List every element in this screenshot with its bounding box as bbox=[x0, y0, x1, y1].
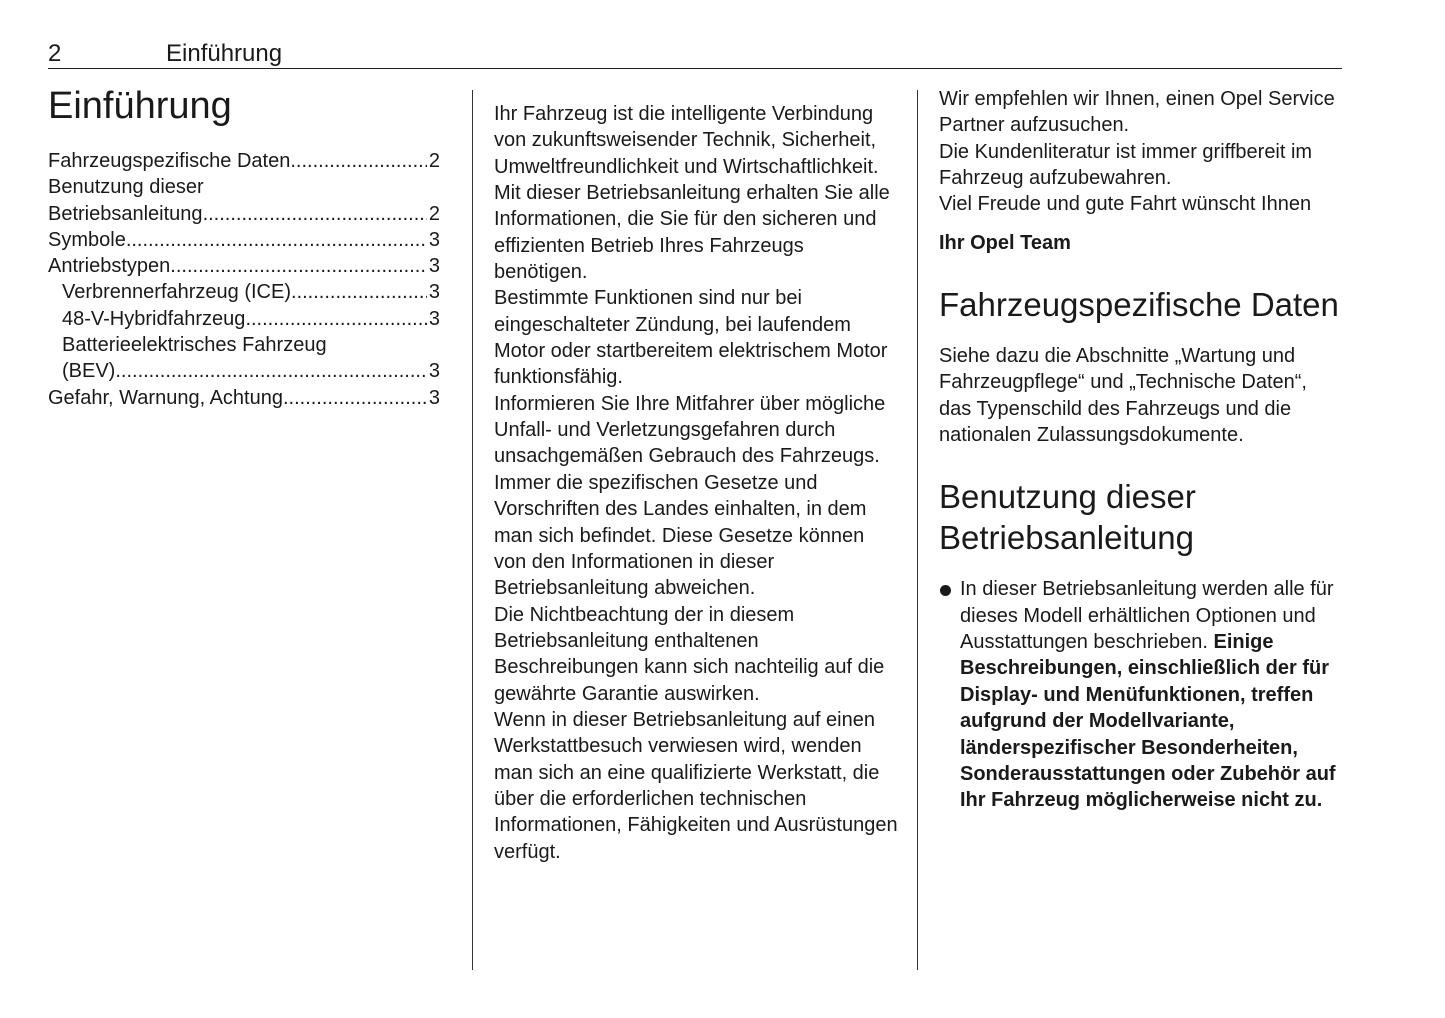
toc-subentry[interactable] bbox=[48, 279, 440, 305]
toc-entry[interactable] bbox=[48, 385, 440, 411]
intro-text bbox=[494, 86, 899, 865]
toc-entry-title: Verbrennerfahrzeug (ICE) bbox=[62, 281, 292, 304]
closing-text bbox=[939, 86, 1343, 256]
column-divider bbox=[917, 90, 918, 970]
toc-leader bbox=[283, 385, 427, 411]
toc-entry-title: (BEV) bbox=[62, 360, 116, 383]
sections-column bbox=[939, 86, 1343, 814]
toc-entry[interactable] bbox=[48, 253, 440, 279]
toc-entry-title[interactable]: Benutzung dieser bbox=[48, 176, 204, 199]
toc-page: 3 bbox=[428, 228, 440, 251]
toc-entry-title[interactable]: Batterieelektrisches Fahrzeug bbox=[62, 334, 327, 357]
toc-leader bbox=[126, 227, 427, 253]
paragraph: Immer die spezifischen Gesetze und Vorschriften des Landes einhalten, in dem man sich befindet. Diese Gesetze können von den Informationen in dieser Betriebsanleitung abweichen. bbox=[494, 471, 867, 600]
section-heading-vehicle-data: Fahrzeugspezifische Daten bbox=[939, 286, 1339, 324]
toc-leader bbox=[170, 253, 427, 279]
paragraph: Ihr Fahrzeug ist die intelligente Verbindung von zukunftsweisender Technik, Sicherheit, Umweltfreundlichkeit und Wirtschaftlichkeit. bbox=[494, 103, 879, 178]
paragraph: Mit dieser Betriebsanleitung erhalten Sie alle Informationen, die Sie für den sicheren und effizienten Betrieb Ihres Fahrzeugs benötigen. bbox=[494, 182, 890, 284]
toc-subentry[interactable] bbox=[48, 306, 440, 332]
paragraph: Die Kundenliteratur ist immer griffbereit im Fahrzeug aufzubewahren. bbox=[939, 140, 1313, 190]
toc-entry[interactable] bbox=[48, 148, 440, 174]
bullet-icon bbox=[940, 585, 951, 596]
toc-page: 3 bbox=[428, 360, 440, 383]
paragraph: Bestimmte Funktionen sind nur bei eingeschalteter Zündung, bei laufendem Motor oder startbereitem elektrischem Motor funktionsfähig. bbox=[494, 287, 888, 389]
paragraph: Wir empfehlen wir Ihnen, einen Opel Service Partner aufzusuchen. bbox=[939, 88, 1335, 137]
toc-entry-title: Gefahr, Warnung, Achtung bbox=[48, 386, 283, 409]
bullet-text-bold: Einige Beschreibungen, einschließlich der für Display- und Menüfunktionen, treffen aufgrund der Modellvariante, länderspezifischer Besonderheiten, Sonderausstattungen oder Zubehör auf Ihr Fahrzeug möglicherweise nicht zu. bbox=[960, 631, 1336, 812]
toc-page: 3 bbox=[428, 281, 440, 304]
toc-leader bbox=[115, 358, 427, 384]
paragraph: Informieren Sie Ihre Mitfahrer über mögliche Unfall- und Verletzungsgefahren durch unsachgemäßen Gebrauch des Fahrzeugs. bbox=[494, 392, 886, 468]
toc-entry-title: Antriebstypen bbox=[48, 255, 171, 278]
toc-page: 3 bbox=[428, 386, 440, 409]
signature: Ihr Opel Team bbox=[939, 231, 1071, 254]
toc-entry[interactable] bbox=[48, 201, 440, 227]
toc-leader bbox=[291, 279, 427, 305]
section-heading-usage: Benutzung dieser Betriebsanleitung bbox=[939, 478, 1196, 557]
toc-page: 3 bbox=[428, 307, 440, 330]
page-number: 2 bbox=[48, 40, 62, 67]
toc-leader bbox=[290, 148, 427, 174]
toc-entry-title: 48-V-Hybridfahrzeug bbox=[62, 307, 246, 330]
list-item bbox=[939, 576, 1343, 813]
paragraph: Siehe dazu die Abschnitte „Wartung und Fahrzeugpflege“ und „Technische Daten“, das Typenschild des Fahrzeugs und die nationalen Zulassungsdokumente. bbox=[939, 345, 1307, 447]
paragraph: Wenn in dieser Betriebsanleitung auf einen Werkstattbesuch verwiesen wird, wenden man sich an eine qualifizierte Werkstatt, die über die erforderlichen technischen Informationen, Fähigkeiten und Ausrüstungen verfügt. bbox=[494, 708, 898, 863]
table-of-contents bbox=[48, 148, 440, 411]
bullet-text: In dieser Betriebsanleitung werden alle für dieses Modell erhältlichen Optionen und Ausstattungen beschrieben. bbox=[960, 578, 1334, 654]
vehicle-data-section bbox=[939, 343, 1343, 448]
toc-subentry[interactable] bbox=[48, 358, 440, 384]
toc-page: 2 bbox=[428, 202, 440, 225]
page-header bbox=[48, 38, 1342, 69]
paragraph: Viel Freude und gute Fahrt wünscht Ihnen bbox=[939, 193, 1312, 216]
page-title: Einführung bbox=[48, 85, 232, 127]
toc-entry-title: Symbole bbox=[48, 228, 126, 251]
chapter-title: Einführung bbox=[166, 40, 283, 67]
toc-entry-title: Betriebsanleitung bbox=[48, 202, 203, 225]
toc-entry[interactable] bbox=[48, 227, 440, 253]
toc-page: 2 bbox=[428, 150, 440, 172]
toc-leader bbox=[245, 306, 426, 332]
toc-entry-title: Fahrzeugspezifische Daten bbox=[48, 150, 291, 172]
intro-column bbox=[494, 86, 899, 865]
toc-leader bbox=[203, 201, 427, 227]
paragraph: Die Nichtbeachtung der in diesem Betriebsanleitung enthaltenen Beschreibungen kann sich nachteilig auf die gewährte Garantie auswirken. bbox=[494, 603, 885, 705]
toc-page: 3 bbox=[428, 255, 440, 278]
toc-column bbox=[48, 86, 440, 411]
column-divider bbox=[472, 90, 473, 970]
